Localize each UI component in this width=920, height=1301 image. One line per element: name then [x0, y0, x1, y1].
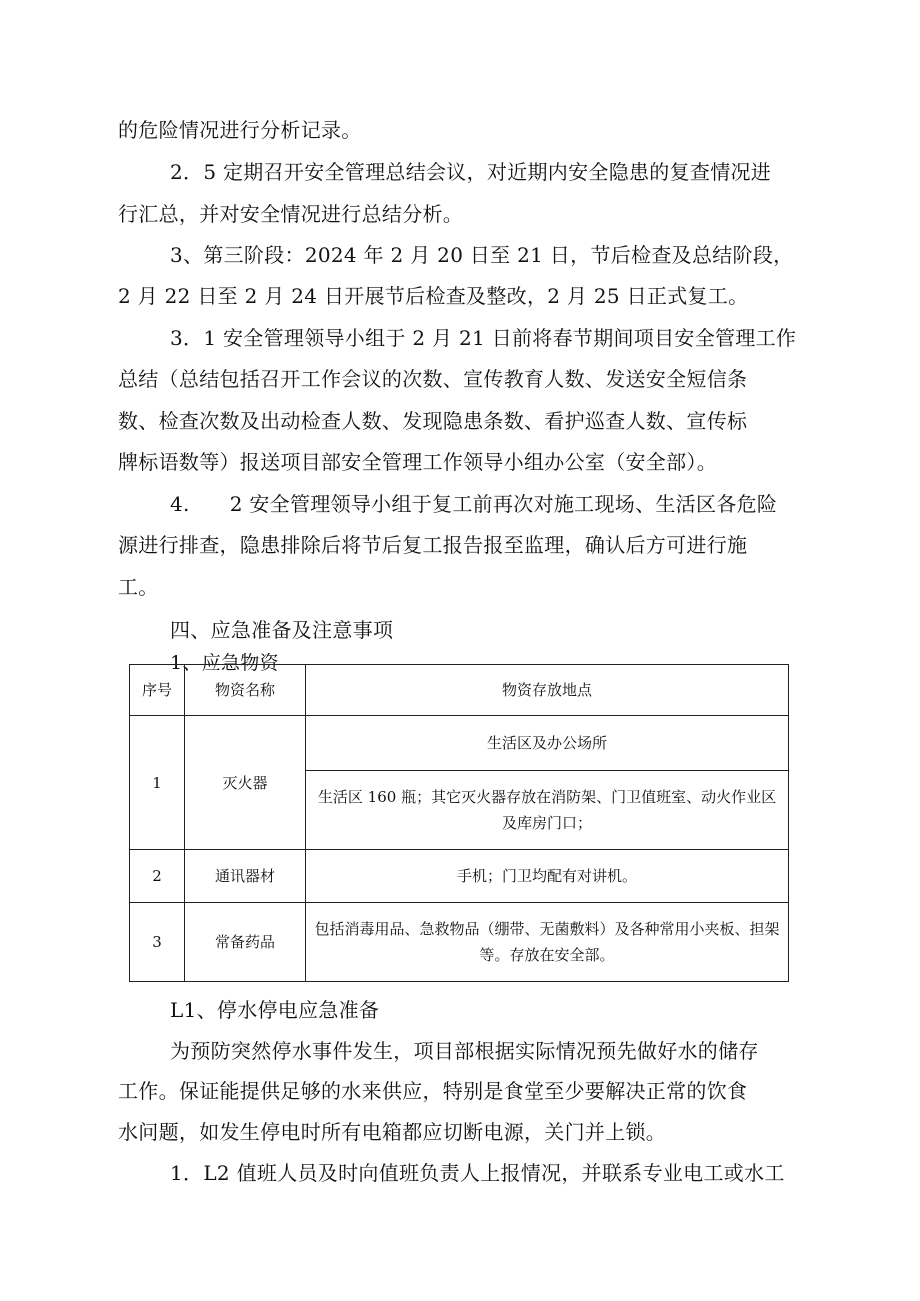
header-cell-location: 物资存放地点: [306, 665, 789, 716]
cell-no: 2: [130, 850, 185, 903]
paragraph-line: 的危险情况进行分析记录。: [118, 118, 362, 142]
emergency-materials-table: [129, 664, 789, 982]
paragraph-number: 4.: [170, 492, 190, 516]
paragraph-line: 为预防突然停水事件发生，项目部根据实际情况预先做好水的储存: [170, 1039, 759, 1063]
paragraph-line: 总结（总结包括召开工作会议的次数、宣传教育人数、发送安全短信条: [118, 367, 748, 391]
paragraph-line: 牌标语数等）报送项目部安全管理工作领导小组办公室（安全部）。: [118, 450, 717, 474]
cell-name: 灭火器: [185, 716, 306, 850]
paragraph-line: 工作。保证能提供足够的水来供应，特别是食堂至少要解决正常的饮食: [118, 1079, 748, 1103]
paragraph-line: 数、检查次数及出动检查人数、发现隐患条数、看护巡查人数、宣传标: [118, 409, 748, 433]
table-row: [130, 903, 789, 982]
paragraph-line: 1．L2 值班人员及时向值班负责人上报情况，并联系专业电工或水工: [170, 1161, 785, 1185]
paragraph-line: 行汇总，并对安全情况进行总结分析。: [118, 202, 464, 226]
cell-no: 1: [130, 716, 185, 850]
paragraph-line: 水问题，如发生停电时所有电箱都应切断电源，关门并上锁。: [118, 1120, 667, 1144]
paragraph-line: 3．1 安全管理领导小组于 2 月 21 日前将春节期间项目安全管理工作: [170, 326, 797, 350]
cell-name: 常备药品: [185, 903, 306, 982]
cell-no: 3: [130, 903, 185, 982]
section-heading: 四、应急准备及注意事项: [170, 618, 394, 642]
paragraph-line: 工。: [118, 575, 159, 599]
cell-location: 包括消毒用品、急救物品（绷带、无菌敷料）及各种常用小夹板、担架等。存放在安全部。: [306, 903, 789, 982]
header-cell-name: 物资名称: [185, 665, 306, 716]
paragraph-line: 2．5 定期召开安全管理总结会议，对近期内安全隐患的复查情况进: [170, 160, 772, 184]
table-row: [130, 716, 789, 771]
cell-location: 生活区及办公场所: [306, 716, 789, 771]
table-row: [130, 850, 789, 903]
paragraph-line: 2 月 22 日至 2 月 24 日开展节后检查及整改，2 月 25 日正式复工。: [118, 284, 749, 308]
cell-name: 通讯器材: [185, 850, 306, 903]
cell-location: 手机；门卫均配有对讲机。: [306, 850, 789, 903]
paragraph-line: 3、第三阶段：2024 年 2 月 20 日至 21 日，节后检查及总结阶段，: [170, 243, 794, 267]
subheading-emergency-materials: 1、应急物资: [170, 652, 279, 674]
paragraph-line: 源进行排查，隐患排除后将节后复工报告报至监理，确认后方可进行施: [118, 533, 748, 557]
header-cell-no: 序号: [130, 665, 185, 716]
cell-location: 生活区 160 瓶；其它灭火器存放在消防架、门卫值班室、动火作业区及库房门口；: [306, 771, 789, 850]
paragraph-text: 2 安全管理领导小组于复工前再次对施工现场、生活区各危险: [229, 492, 778, 516]
paragraph-line: [170, 492, 777, 516]
table-header-row: [130, 665, 789, 716]
subheading-outage-prep: L1、停水停电应急准备: [170, 998, 380, 1022]
